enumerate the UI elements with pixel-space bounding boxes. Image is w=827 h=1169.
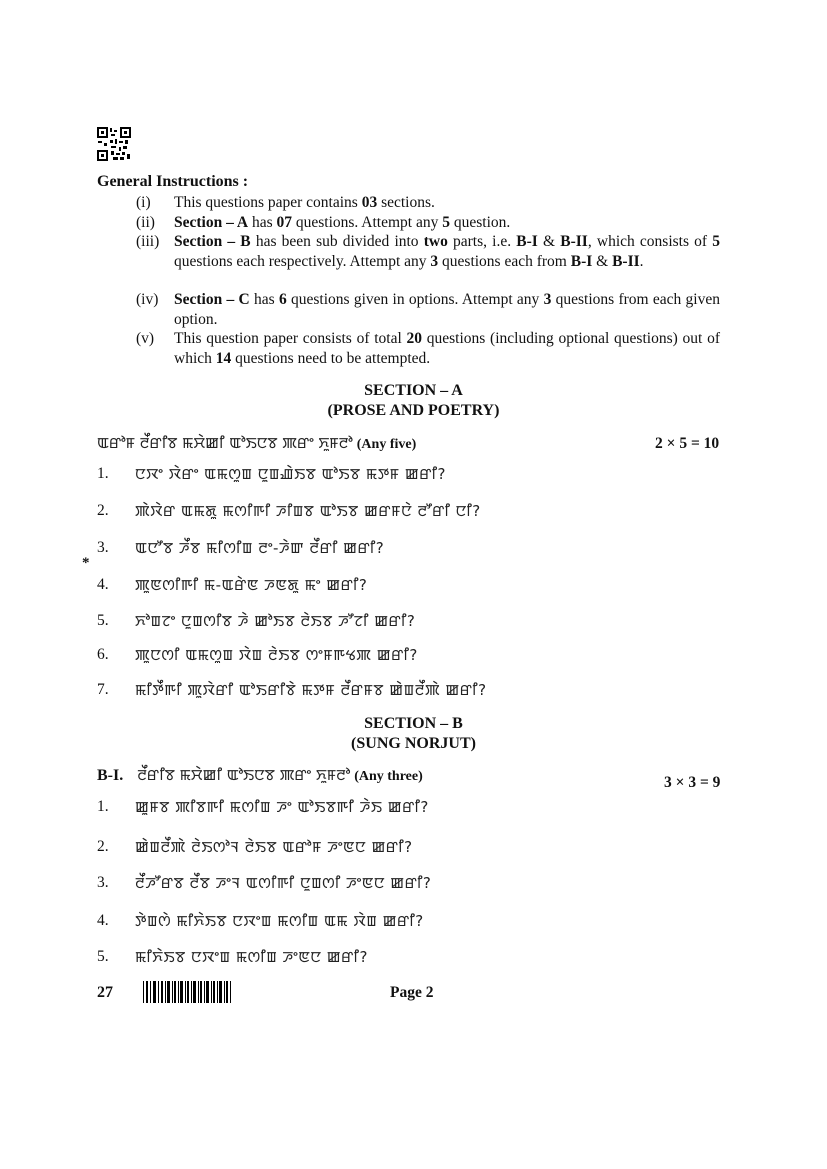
section-b-instruction-text: ꯂꯩꯔꯤꯕ ꯃꯆꯥꯀꯤ ꯑꯣꯏꯅꯕ ꯄꯔꯦ ꯈꯨꯝꯂꯣ (137, 766, 351, 784)
barcode-icon (143, 981, 231, 1003)
instruction-number: (iii) (136, 233, 160, 250)
question-row (97, 463, 737, 487)
section-a-instruction (97, 432, 416, 453)
paper-code: 27 (97, 984, 113, 1001)
instruction-text: Section – A has 07 questions. Attempt any 5 question. (174, 214, 511, 231)
question-text: ꯇꯥꯡꯁꯥ ꯃꯤꯈꯥꯏꯕ ꯅꯋꯦꯡ ꯃꯁꯤꯡ ꯑꯃ ꯋꯥꯡ ꯀꯔꯤ? (135, 912, 424, 930)
question-row (97, 644, 737, 668)
section-b-any-label: (Any three) (354, 769, 423, 784)
asterisk-mark: * (82, 555, 90, 571)
instruction-item (136, 232, 720, 271)
question-row (97, 872, 737, 896)
question-text: ꯈꯣꯡꯖꯦ ꯅꯨꯡꯁꯤꯕ ꯍꯥ ꯀꯣꯏꯕ ꯂꯥꯏꯕ ꯍꯧꯖꯤ ꯀꯔꯤ? (135, 612, 416, 630)
instruction-text: Section – B has been sub divided into two parts, i.e. B-I & B-II, which consists of 5 questions each respectively. Attempt any 3 questions each from B-I & B-II. (174, 233, 721, 270)
section-a-heading: SECTION – A (364, 382, 463, 399)
question-number: 3. (97, 539, 109, 556)
section-a-instruction-text: ꯑꯔꯣꯝ ꯂꯩꯔꯤꯕ ꯃꯆꯥꯀꯤ ꯑꯣꯏꯅꯕ ꯄꯔꯦ ꯈꯨꯝꯂꯣ (97, 434, 353, 452)
instruction-item (136, 213, 720, 233)
question-text: ꯑꯅꯧꯕ ꯍꯩꯕ ꯃꯤꯁꯤꯡ ꯂꯦ-ꯍꯥꯛ ꯂꯩꯔꯤ ꯀꯔꯤ? (135, 539, 385, 557)
question-text: ꯀꯥꯡꯂꯩꯄꯥ ꯂꯥꯏꯁꯣꯜ ꯂꯥꯏꯕ ꯑꯔꯣꯝ ꯍꯦꯟꯅ ꯀꯔꯤ? (135, 838, 413, 856)
question-number: 3. (97, 874, 109, 891)
question-row (97, 574, 737, 598)
question-number: 6. (97, 646, 109, 663)
question-text: ꯀꯨꯝꯕ ꯄꯤꯕꯒꯤ ꯃꯁꯤꯡ ꯍꯦ ꯑꯣꯏꯕꯒꯤ ꯍꯥꯏ ꯀꯔꯤ? (135, 798, 429, 816)
section-a-marks: 2 × 5 = 10 (655, 435, 720, 452)
qr-code-icon (97, 127, 131, 161)
question-text: ꯄꯥꯋꯥꯔ ꯑꯃꯗꯨ ꯃꯁꯤꯒꯤ ꯍꯤꯡꯕ ꯑꯣꯏꯕ ꯀꯔꯝꯅꯥ ꯂꯧꯔꯤ ꯅꯤ? (135, 502, 481, 520)
instruction-number: (ii) (136, 214, 155, 231)
question-number: 4. (97, 912, 109, 929)
instruction-item (136, 290, 720, 329)
question-text: ꯅꯋꯦ ꯋꯥꯔꯦ ꯑꯃꯁꯨꯡ ꯅꯨꯡꯉꯥꯏꯕ ꯑꯣꯏꯕ ꯃꯇꯝ ꯀꯔꯤ? (135, 465, 447, 483)
question-number: 2. (97, 502, 109, 519)
question-row (97, 679, 737, 703)
page-number: Page 2 (390, 984, 434, 1001)
question-text: ꯂꯩꯍꯧꯔꯕ ꯂꯩꯕ ꯍꯦꯜ ꯑꯁꯤꯒꯤ ꯅꯨꯡꯁꯤ ꯍꯦꯟꯅ ꯀꯔꯤ? (135, 874, 432, 892)
question-number: 2. (97, 838, 109, 855)
section-a-subheading: (PROSE AND POETRY) (327, 402, 500, 419)
question-row (97, 796, 737, 820)
instruction-number: (iv) (136, 291, 159, 308)
instruction-number: (v) (136, 330, 155, 347)
question-row (97, 537, 737, 561)
section-a-any-label: (Any five) (356, 437, 417, 452)
question-text: ꯃꯤꯈꯥꯏꯕ ꯅꯋꯦꯡ ꯃꯁꯤꯡ ꯍꯦꯟꯅ ꯀꯔꯤ? (135, 948, 368, 966)
question-row (97, 836, 737, 860)
question-number: 1. (97, 465, 109, 482)
question-text: ꯃꯤꯇꯩꯒꯤ ꯄꯨꯋꯥꯔꯤ ꯑꯣꯏꯔꯤꯕꯥ ꯃꯇꯝ ꯂꯩꯔꯝꯕ ꯀꯥꯡꯂꯩꯄꯥ ꯀꯔꯤ? (135, 681, 487, 699)
section-b-subheading: (SUNG NORJUT) (351, 735, 476, 752)
section-b-part-label: B-I. (97, 767, 124, 784)
question-row (97, 910, 737, 934)
section-b-instruction (97, 764, 423, 785)
question-number: 5. (97, 612, 109, 629)
instruction-text: This question paper consists of total 20 questions (including optional questions) out of which 14 questions need to be attempted. (174, 330, 720, 367)
question-text: ꯄꯨꯅꯁꯤ ꯑꯃꯁꯨꯡ ꯋꯥꯡ ꯂꯥꯏꯕ ꯁꯦꯝꯒꯠꯄ ꯀꯔꯤ? (135, 646, 418, 664)
question-number: 4. (97, 576, 109, 593)
instruction-item (136, 193, 720, 213)
question-number: 7. (97, 681, 109, 698)
question-number: 5. (97, 948, 109, 965)
instruction-number: (i) (136, 194, 151, 211)
general-instructions-title: General Instructions : (97, 173, 249, 190)
instruction-item (136, 329, 720, 368)
question-row (97, 500, 737, 524)
instruction-text: This questions paper contains 03 sections. (174, 194, 435, 211)
question-row (97, 610, 737, 634)
question-number: 1. (97, 798, 109, 815)
section-b-marks: 3 × 3 = 9 (664, 774, 721, 791)
question-text: ꯄꯨꯟꯁꯤꯒꯤ ꯃ-ꯑꯔꯥꯟ ꯍꯟꯗꯨ ꯃꯦ ꯀꯔꯤ? (135, 576, 368, 594)
instruction-text: Section – C has 6 questions given in options. Attempt any 3 questions from each given option. (174, 291, 720, 328)
question-row (97, 946, 737, 970)
section-b-heading: SECTION – B (364, 715, 463, 732)
